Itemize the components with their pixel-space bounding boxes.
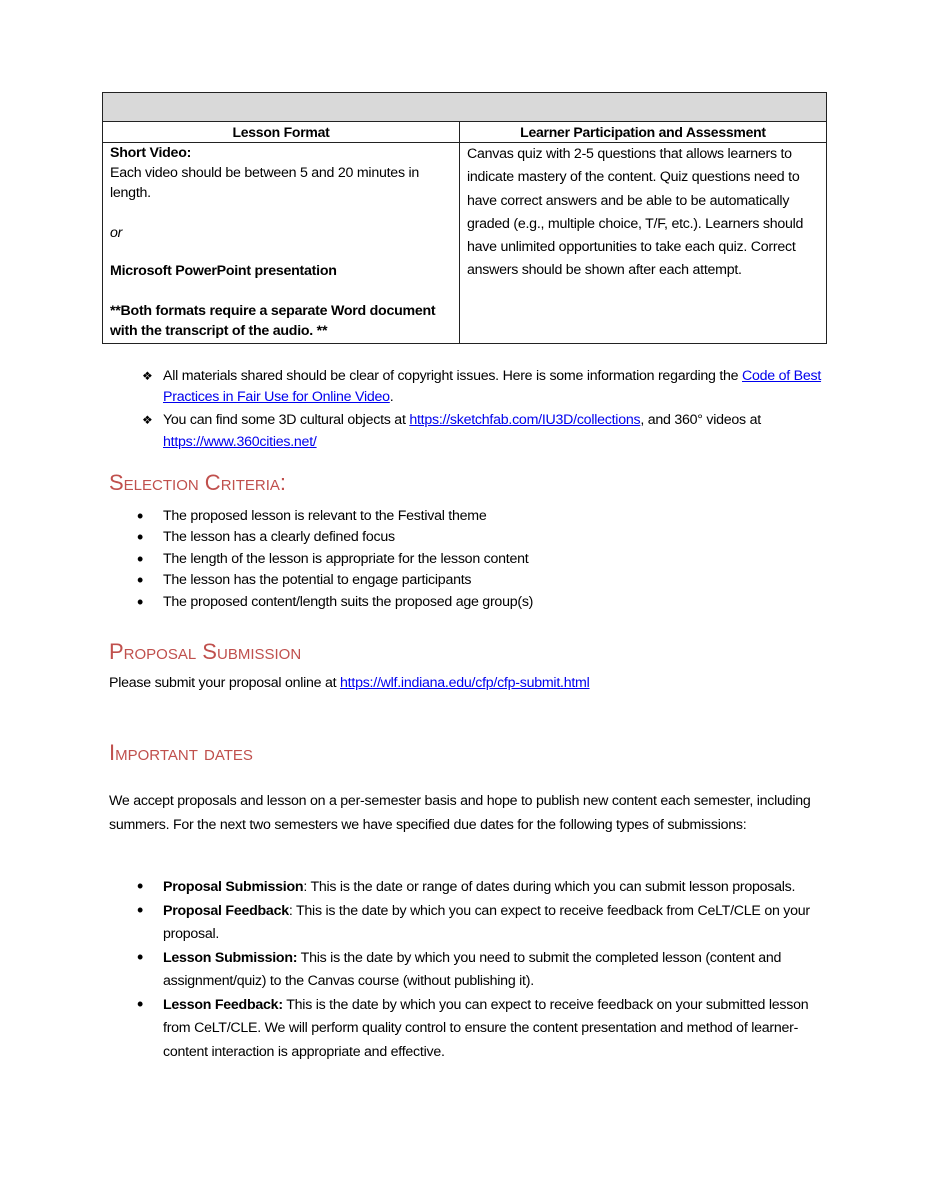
date-item: • Proposal Feedback: This is the date by which you can expect to receive feedback from CeLT/CLE on your proposal. — [109, 900, 821, 947]
criteria-item: • The proposed lesson is relevant to the Festival theme — [109, 506, 829, 527]
lesson-format-table — [102, 92, 827, 344]
lesson-format-cell — [103, 143, 460, 344]
sketchfab-link[interactable]: https://sketchfab.com/IU3D/collections — [409, 412, 641, 428]
criteria-item: • The lesson has the potential to engage participants — [109, 570, 829, 591]
header-assessment: Learner Participation and Assessment — [460, 122, 827, 143]
date-item: • Proposal Submission: This is the date or range of dates during which you can submit lesson proposals. — [109, 876, 821, 900]
proposal-text: Please submit your proposal online at https://wlf.indiana.edu/cfp/cfp-submit.html — [109, 675, 590, 691]
or-text: or — [110, 225, 123, 241]
table-title-row — [103, 93, 827, 122]
fair-use-link[interactable]: Code of Best Practices in Fair Use for Online Video — [163, 368, 822, 405]
submit-link[interactable]: https://wlf.indiana.edu/cfp/cfp-submit.html — [340, 675, 590, 691]
selection-criteria-heading: Selection Criteria: — [109, 470, 286, 495]
ppt-text: Microsoft PowerPoint presentation — [110, 263, 337, 279]
note-copyright: ❖ All materials shared should be clear of copyright issues. Here is some information regarding the Code of Best Practices in Fair Use for Online Video. — [109, 366, 829, 407]
criteria-item: • The lesson has a clearly defined focus — [109, 527, 829, 548]
transcript-note: **Both formats require a separate Word document with the transcript of the audio. ** — [110, 303, 436, 339]
criteria-item: • The proposed content/length suits the proposed age group(s) — [109, 592, 829, 613]
short-video-title: Short Video: — [110, 145, 192, 161]
proposal-submission-heading: Proposal Submission — [109, 639, 302, 664]
360cities-link[interactable]: https://www.360cities.net/ — [163, 434, 317, 450]
short-video-text: Each video should be between 5 and 20 minutes in length. — [110, 165, 420, 201]
notes-list — [109, 366, 829, 453]
note-3d-objects: ❖ You can find some 3D cultural objects at https://sketchfab.com/IU3D/collections, and 360° videos at https://www.360cities.net/ — [109, 409, 829, 453]
dates-list — [109, 876, 821, 1064]
important-dates-heading: Important dates — [109, 740, 253, 765]
criteria-item: • The length of the lesson is appropriate for the lesson content — [109, 549, 829, 570]
date-item: • Lesson Submission: This is the date by which you need to submit the completed lesson (content and assignment/quiz) to the Canvas course (without publishing it). — [109, 947, 821, 994]
header-lesson-format: Lesson Format — [103, 122, 460, 143]
selection-criteria-list — [109, 506, 829, 613]
assessment-cell: Canvas quiz with 2-5 questions that allows learners to indicate mastery of the content. Quiz questions need to have correct answers and be able to be automatically graded (e.g., multiple choice, T/F, etc.). Learners should have unlimited opportunities to take each quiz. Correct answers should be shown after each attempt. — [460, 143, 827, 344]
date-item: • Lesson Feedback: This is the date by which you can expect to receive feedback on your submitted lesson from CeLT/CLE. We will perform quality control to ensure the content presentation and method of learner-content interaction is appropriate and effective. — [109, 994, 821, 1065]
dates-intro: We accept proposals and lesson on a per-semester basis and hope to publish new content each semester, including summers. For the next two semesters we have specified due dates for the following types of submissions: — [109, 793, 811, 833]
